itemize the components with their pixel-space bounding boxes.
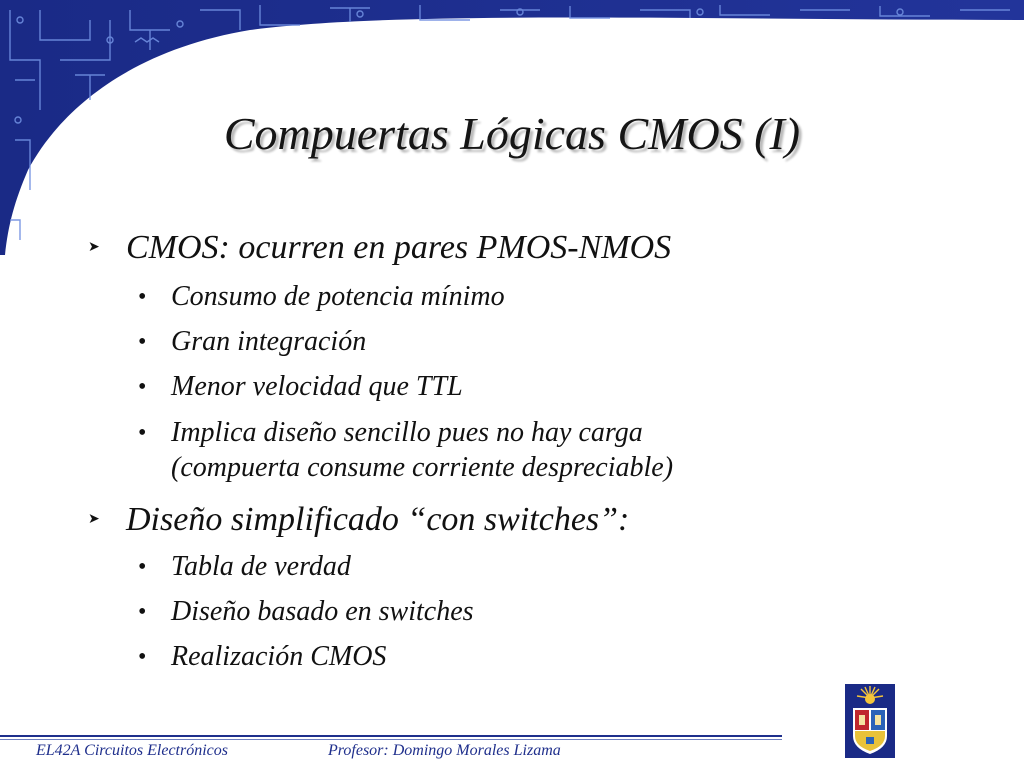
arrow-right-icon: ➤ [88, 512, 100, 527]
bullet-dot-icon: • [138, 329, 147, 355]
bullet-dot-icon: • [138, 644, 147, 670]
list-item-continuation: (compuerta consume corriente despreciable) [171, 452, 674, 483]
footer-course: EL42A Circuitos Electrónicos [36, 742, 228, 759]
list-item: Consumo de potencia mínimo [171, 281, 505, 312]
footer-professor: Profesor: Domingo Morales Lizama [328, 742, 561, 759]
bullet-dot-icon: • [138, 374, 147, 400]
bullet-dot-icon: • [138, 554, 147, 580]
footer-divider-thin [0, 739, 782, 740]
footer-divider [0, 735, 782, 737]
slide-title: Compuertas Lógicas CMOS (I) [223, 108, 801, 159]
list-item: Gran integración [171, 326, 367, 357]
list-item: Tabla de verdad [171, 551, 351, 582]
arrow-right-icon: ➤ [88, 240, 100, 255]
university-crest-icon [845, 684, 895, 758]
list-item: Menor velocidad que TTL [171, 371, 463, 402]
list-item: Implica diseño sencillo pues no hay carga [171, 417, 643, 448]
list-item: Realización CMOS [171, 641, 387, 672]
section-heading: Diseño simplificado “con switches”: [126, 501, 630, 538]
list-item: Diseño basado en switches [171, 596, 474, 627]
bullet-dot-icon: • [138, 420, 147, 446]
bullet-dot-icon: • [138, 284, 147, 310]
bullet-dot-icon: • [138, 599, 147, 625]
section-heading: CMOS: ocurren en pares PMOS-NMOS [126, 229, 672, 266]
